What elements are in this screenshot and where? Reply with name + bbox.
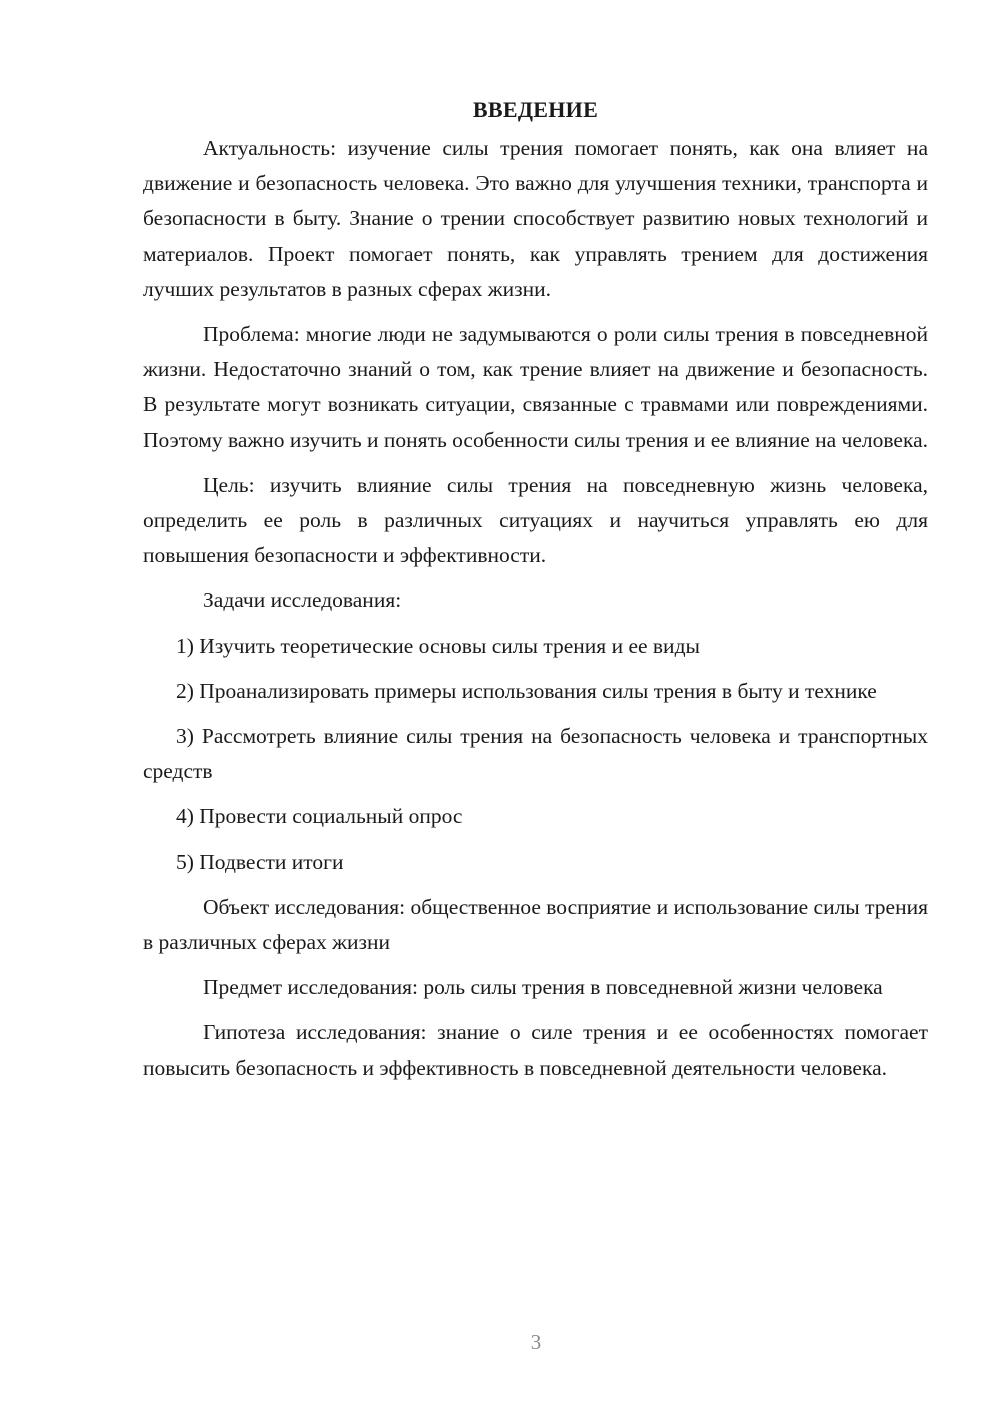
tasks-heading: Задачи исследования: xyxy=(203,588,402,613)
list-item: 1) Изучить теоретические основы силы трения и ее виды xyxy=(176,633,700,658)
paragraph-object: Объект исследования: общественное восприятие и использование силы трения в различных сферах жизни xyxy=(143,894,928,955)
paragraph-relevance: Актуальность: изучение силы трения помогает понять, как она влияет на движение и безопасность человека. Это важно для улучшения техники, транспорта и безопасности в быту. Знание о трении способствует развитию новых технологий и материалов. Проект помогает понять, как управлять трением для достижения лучших результатов в разных сферах жизни. xyxy=(143,136,928,301)
list-item: 3) Рассмотреть влияние силы трения на безопасность человека и транспортных средств xyxy=(143,724,928,784)
list-item: 5) Подвести итоги xyxy=(176,849,344,874)
page-title: ВВЕДЕНИЕ xyxy=(472,97,599,122)
list-item: 4) Провести социальный опрос xyxy=(176,804,463,829)
task-list xyxy=(143,629,928,880)
paragraph-subject: Предмет исследования: роль силы трения в повседневной жизни человека xyxy=(203,975,883,1000)
document-page xyxy=(143,92,928,1096)
paragraph-problem: Проблема: многие люди не задумываются о роли силы трения в повседневной жизни. Недостаточно знаний о том, как трение влияет на движение и безопасность. В результате могут возникать ситуации, связанные с травмами или повреждениями. Поэтому важно изучить и понять особенности силы трения и ее влияние на человека. xyxy=(143,322,928,452)
list-item: 2) Проанализировать примеры использования силы трения в быту и технике xyxy=(176,678,877,703)
paragraph-goal: Цель: изучить влияние силы трения на повседневную жизнь человека, определить ее роль в различных ситуациях и научиться управлять ею для повышения безопасности и эффективности. xyxy=(143,472,928,568)
paragraph-hypothesis: Гипотеза исследования: знание о силе трения и ее особенностях помогает повысить безопасность и эффективность в повседневной деятельности человека. xyxy=(143,1020,928,1080)
page-number: 3 xyxy=(530,1330,542,1354)
